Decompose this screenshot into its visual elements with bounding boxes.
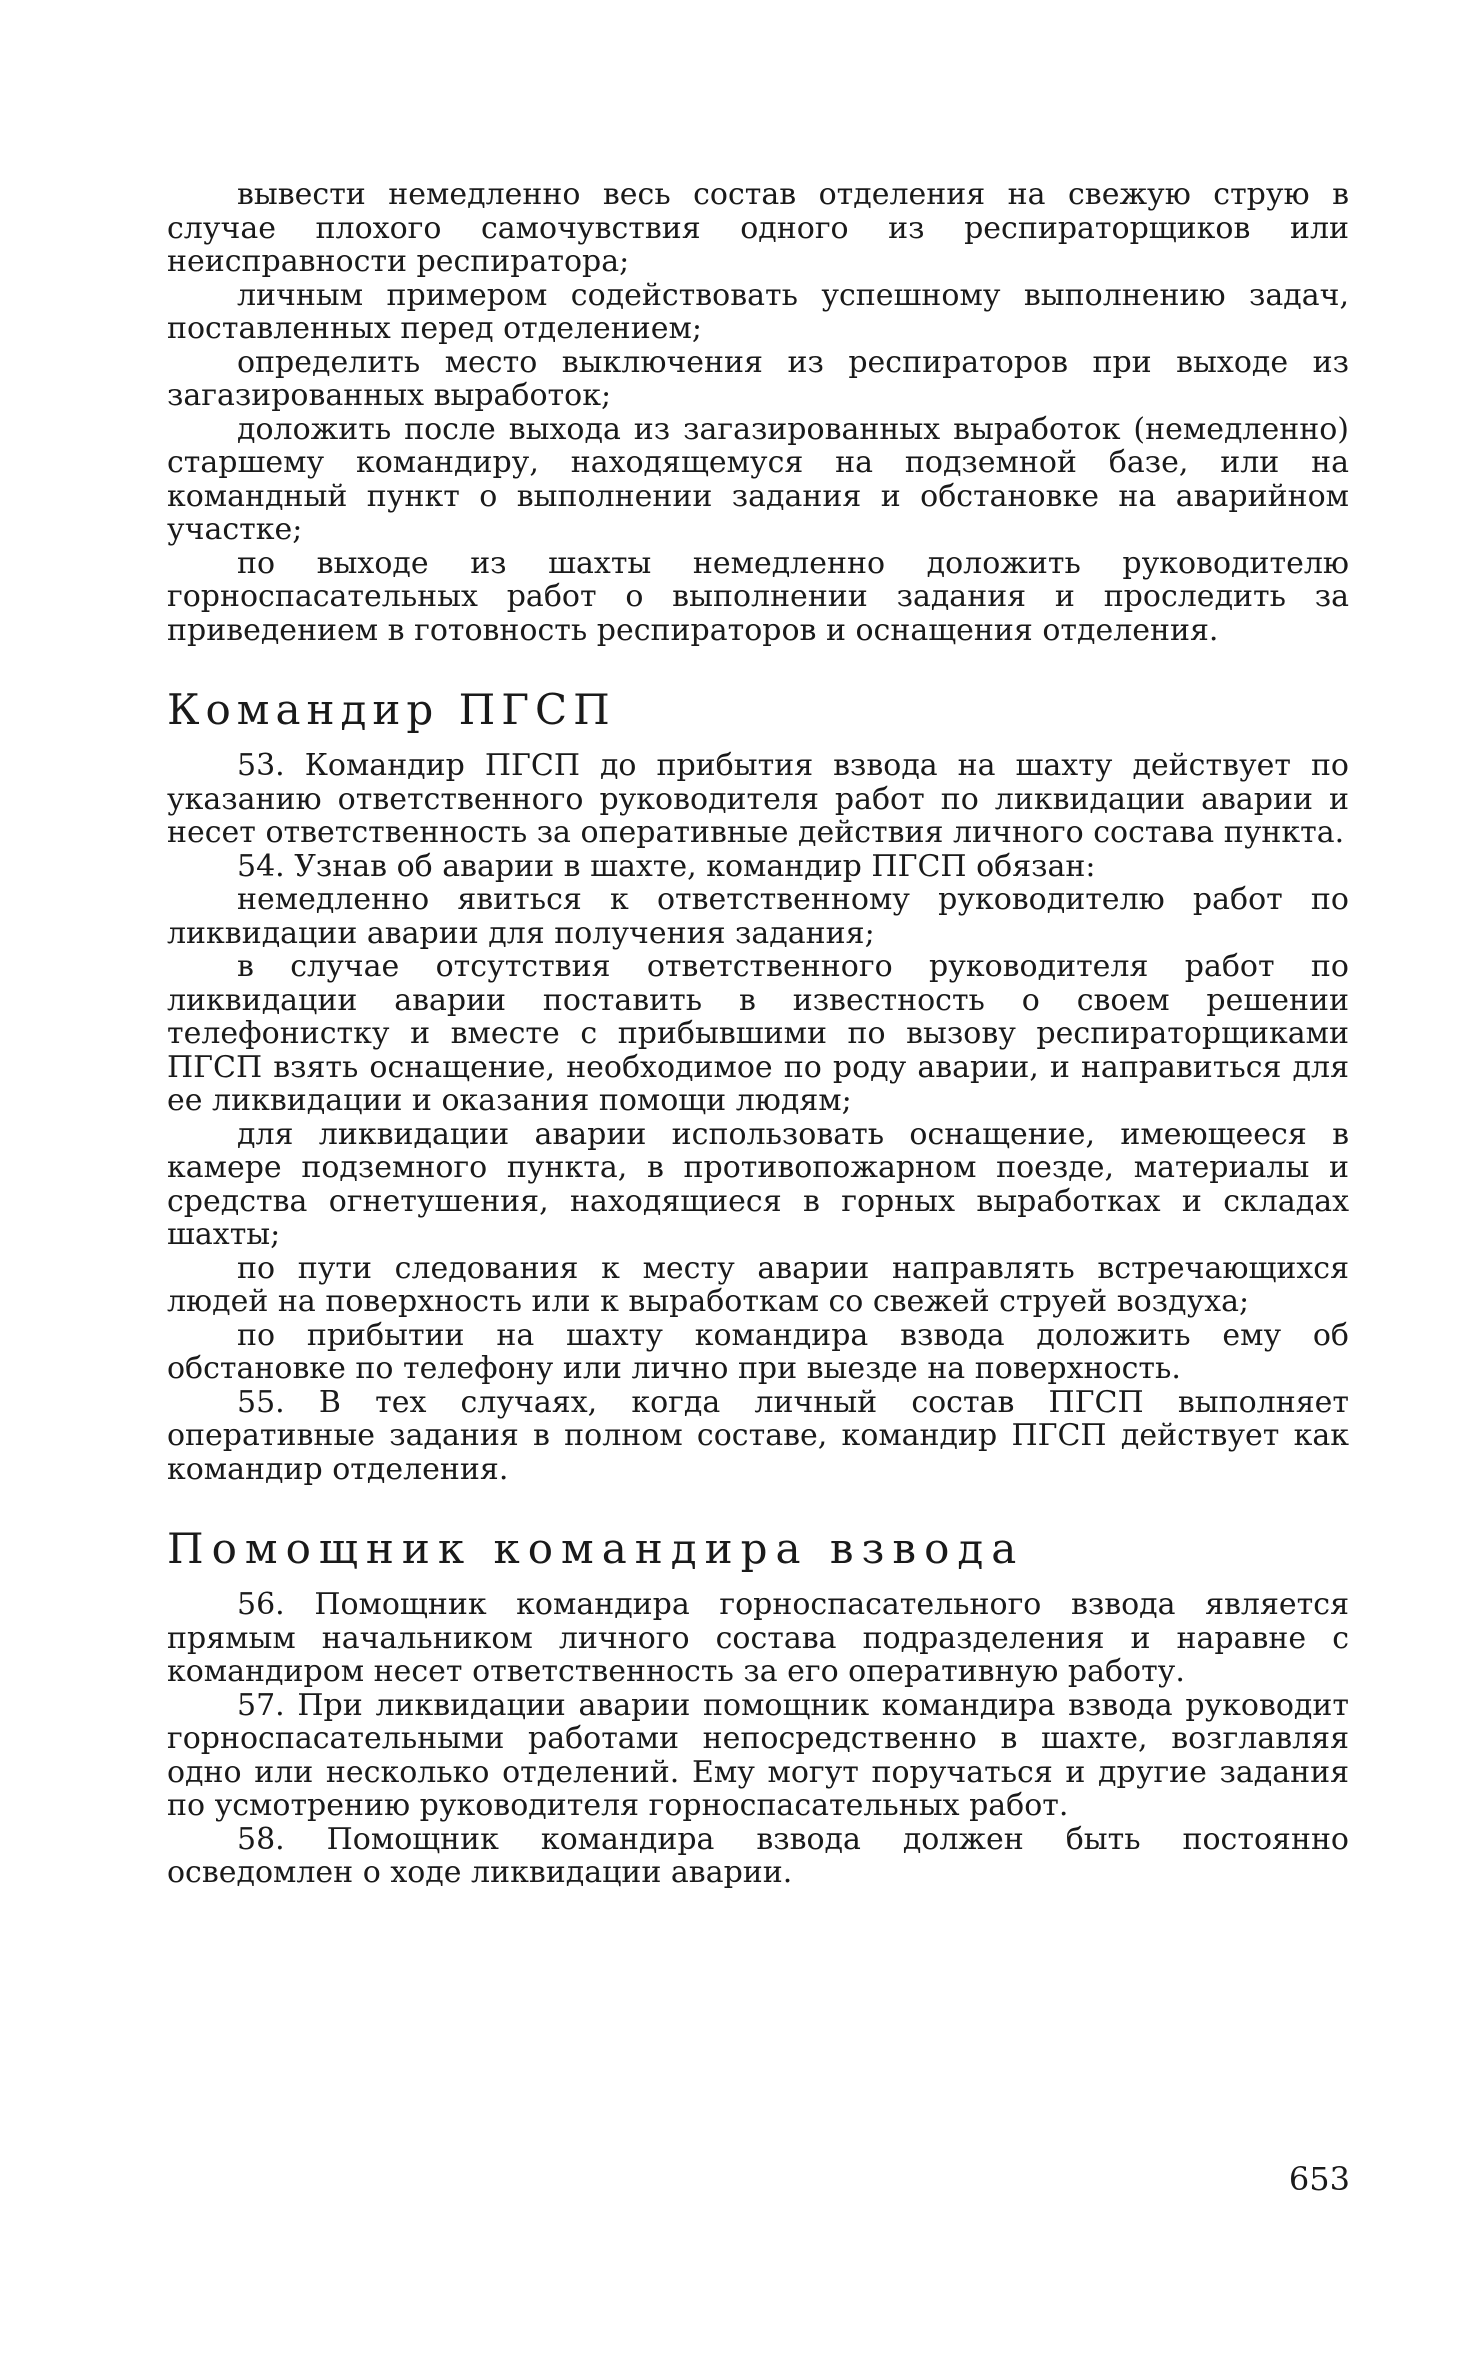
paragraph-55: 55. В тех случаях, когда личный состав ПГСП выполняет оперативные задания в полном составе, командир ПГСП действует как командир отделения.	[167, 1384, 1349, 1487]
duty-use-equipment: для ликвидации аварии использовать оснащение, имеющееся в камере подземного пункта, в противопожарном поезде, материалы и средства огнетушения, находящиеся в горных выработках и складах шахты;	[167, 1116, 1349, 1252]
intro-paragraph-4: доложить после выхода из загазированных выработок (немедленно) старшему командиру, находящемуся на подземной базе, или на командный пункт о выполнении задания и обстановке на аварийном участке;	[167, 411, 1349, 547]
duty-direct-people: по пути следования к месту аварии направлять встречающихся людей на поверхность или к выработкам со свежей струей воздуха;	[167, 1250, 1349, 1319]
duty-report-to-platoon: по прибытии на шахту командира взвода доложить ему об обстановке по телефону или лично при выезде на поверхность.	[167, 1317, 1349, 1386]
page-number: 653	[1288, 2160, 1350, 2198]
paragraph-56: 56. Помощник командира горноспасательного взвода является прямым начальником личного состава подразделения и наравне с командиром несет ответственность за его оперативную работу.	[167, 1587, 1349, 1689]
paragraph-54: 54. Узнав об аварии в шахте, командир ПГСП обязан:	[237, 848, 1096, 884]
section-heading-pgsp-commander: Командир ПГСП	[167, 685, 616, 734]
paragraph-58: 58. Помощник командира взвода должен быть постоянно осведомлен о ходе ликвидации аварии.	[167, 1821, 1349, 1890]
paragraph-57: 57. При ликвидации аварии помощник командира взвода руководит горноспасательными работами непосредственно в шахте, возглавляя одно или несколько отделений. Ему могут поручаться и другие задания по усмотрению руководителя горноспасательных работ.	[167, 1687, 1349, 1823]
intro-paragraph-2: личным примером содействовать успешному выполнению задач, поставленных перед отделением;	[167, 277, 1349, 346]
section-heading-assistant-commander: Помощник командира взвода	[167, 1524, 1025, 1573]
duty-report-to-manager: немедленно явиться к ответственному руководителю работ по ликвидации аварии для получения задания;	[167, 882, 1349, 951]
page-text-column	[167, 178, 1349, 1890]
intro-paragraph-1: вывести немедленно весь состав отделения на свежую струю в случае плохого самочувствия одного из респираторщиков или неисправности респиратора;	[167, 177, 1349, 279]
duty-absence-of-manager: в случае отсутствия ответственного руководителя работ по ликвидации аварии поставить в известность о своем решении телефонистку и вместе с прибывшими по вызову респираторщиками ПГСП взять оснащение, необходимое по роду аварии, и направиться для ее ликвидации и оказания помощи людям;	[167, 949, 1349, 1118]
paragraph-53: 53. Командир ПГСП до прибытия взвода на шахту действует по указанию ответственного руководителя работ по ликвидации аварии и несет ответственность за оперативные действия личного состава пункта.	[167, 748, 1349, 850]
intro-paragraph-3: определить место выключения из респираторов при выходе из загазированных выработок;	[167, 344, 1349, 413]
intro-paragraph-5: по выходе из шахты немедленно доложить руководителю горноспасательных работ о выполнении задания и проследить за приведением в готовность респираторов и оснащения отделения.	[167, 545, 1349, 648]
